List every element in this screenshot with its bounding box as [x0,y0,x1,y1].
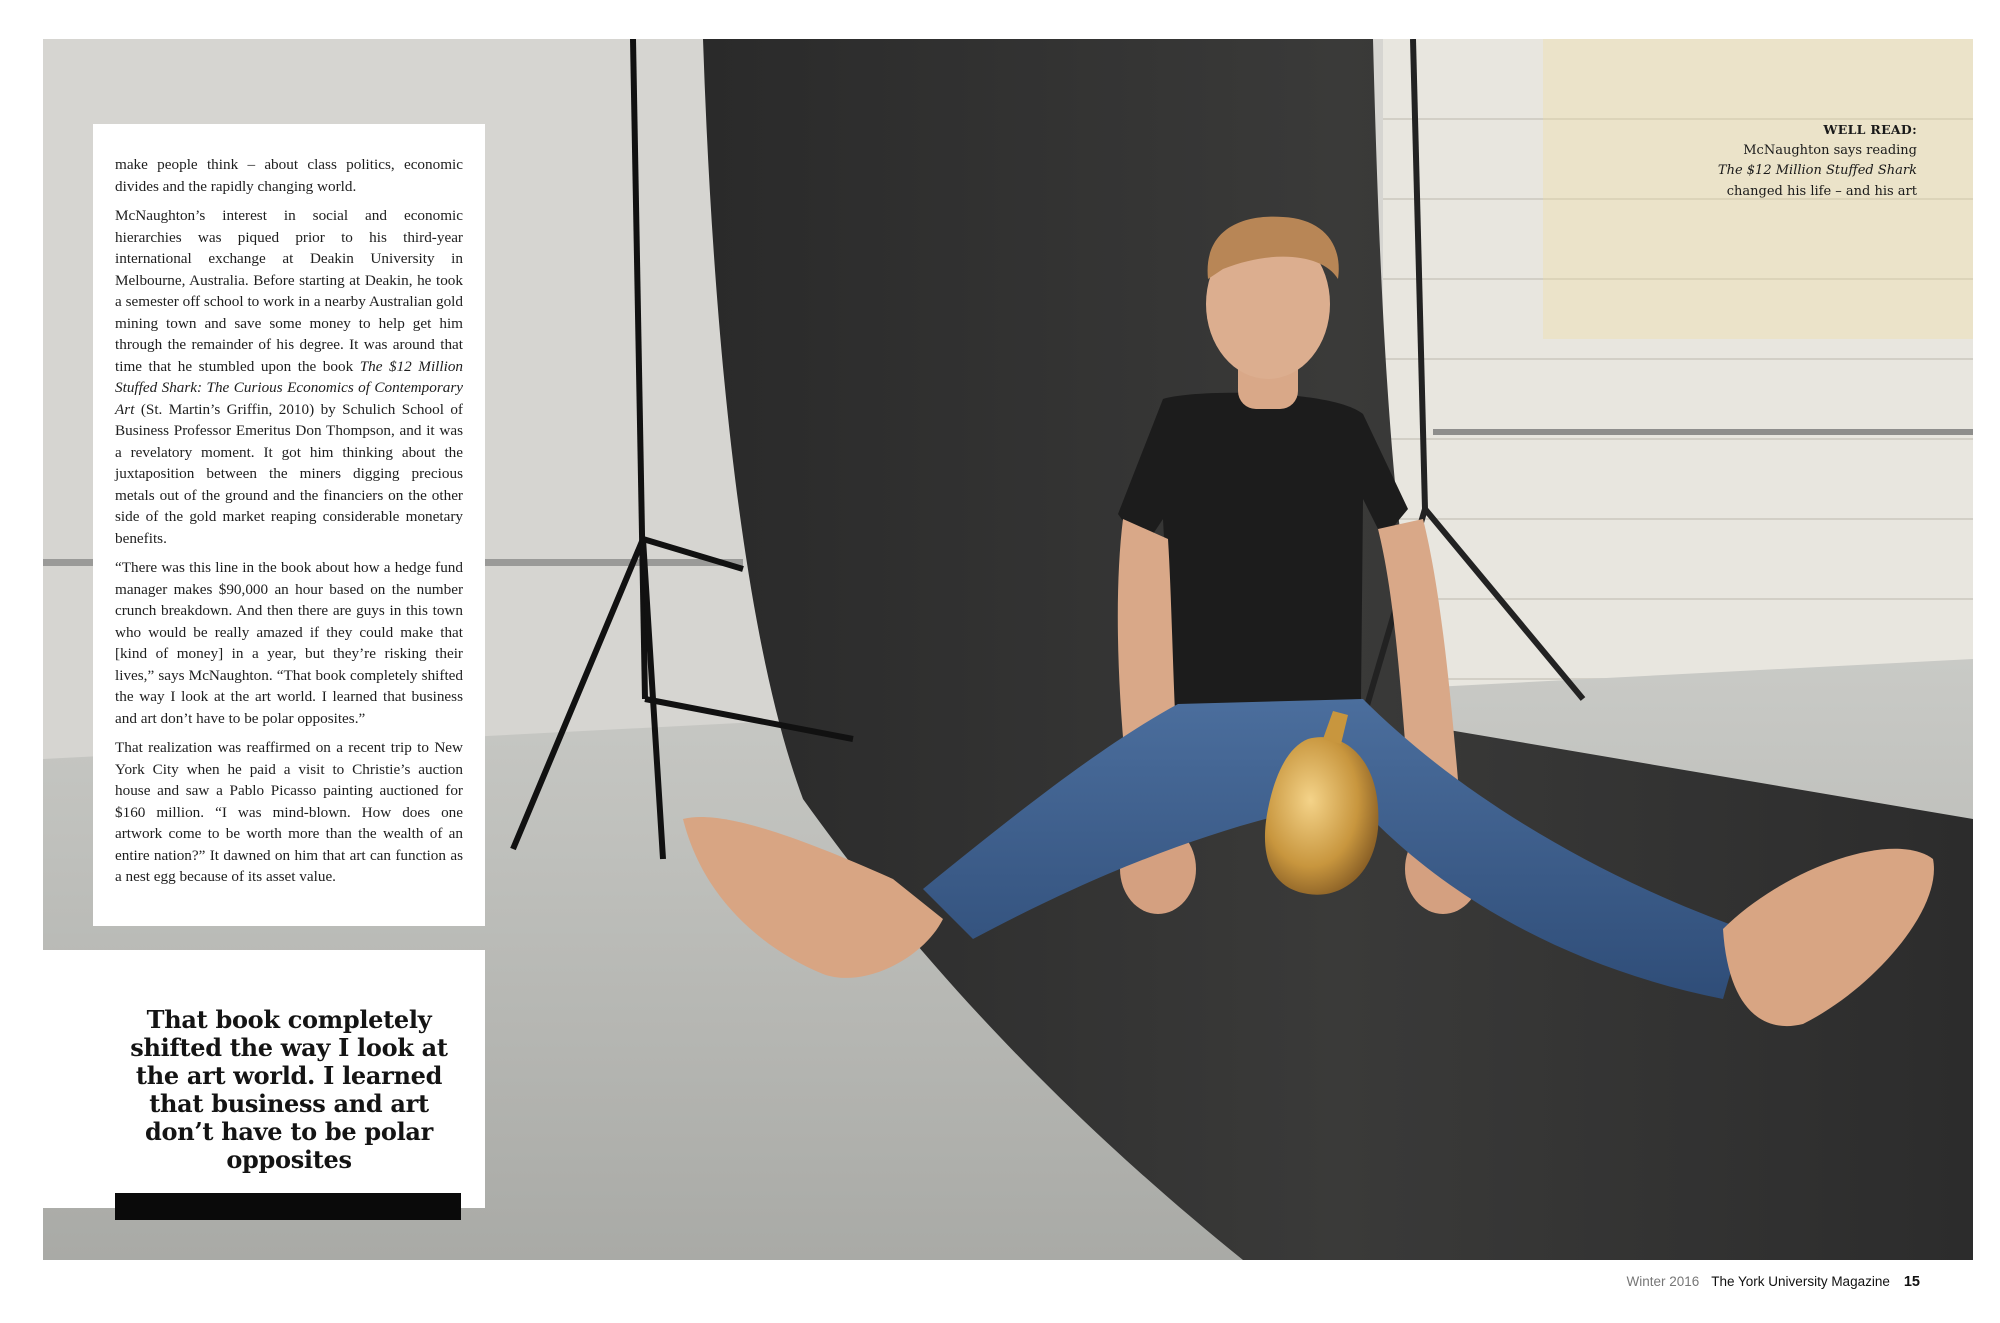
article-paragraph [115,557,463,729]
article-text-column [93,124,485,926]
text-run: make people think – about class politics, economic divides and the rapidly changing world. [115,156,463,195]
text-run: That realization was reaffirmed on a recent trip to New York City when he paid a visit to Christie’s auction house and saw a Pablo Picasso painting auctioned for $160 million. “I was mind-blown. How does one artwork come to be worth more than the wealth of an entire nation?” It dawned on him that art can function as a nest egg because of its asset value. [115,739,463,885]
text-run: McNaughton’s interest in social and economic hierarchies was piqued prior to his third-year international exchange at Deakin University in Melbourne, Australia. Before starting at Deakin, he took a semester off school to work in a nearby Australian gold mining town and save some money to help get him through the remainder of his degree. It was around that time that he stumbled upon the book [115,207,463,375]
text-run: “There was this line in the book about how a hedge fund manager makes $90,000 an hour based on the number crunch breakdown. And then there are guys in this town who would be really amazed if they could make that [kind of money] in a year, but they’re risking their lives,” says McNaughton. “That book completely shifted the way I look at the art world. I learned that business and art don’t have to be polar opposites.” [115,559,463,727]
caption-book-title: The $12 Million Stuffed Shark [1717,163,1917,178]
text-run: (St. Martin’s Griffin, 2010) by Schulich School of Business Professor Emeritus Don Thompson, and it was a revelatory moment. It got him thinking about the juxtaposition between the miners digging precious metals out of the ground and the financiers on the other side of the gold market reaping considerable monetary benefits. [115,400,463,547]
wall-pipe-right [1433,429,1973,435]
book-title: The $12 Million Stuffed Shark: The Curious Economics of Contemporary Art [115,357,464,418]
caption-line: McNaughton says reading [1743,142,1917,158]
article-paragraph [115,205,463,549]
caption-heading: WELL READ: [1823,122,1917,137]
pull-quote: That book completely shifted the way I look at the art world. I learned that business and art don’t have to be polar opposites [130,1005,448,1174]
page-footer [1626,1274,1920,1290]
pull-quote-bar [115,1193,461,1220]
article-paragraph [115,154,463,197]
caption-line: changed his life – and his art [1726,183,1917,199]
pull-quote-box [43,950,485,1208]
page-number: 15 [1903,1274,1920,1290]
footer-magazine-name: The York University Magazine [1711,1274,1890,1289]
article-paragraph [115,737,463,888]
photo-caption [1617,120,1917,202]
footer-issue: Winter 2016 [1626,1274,1700,1289]
